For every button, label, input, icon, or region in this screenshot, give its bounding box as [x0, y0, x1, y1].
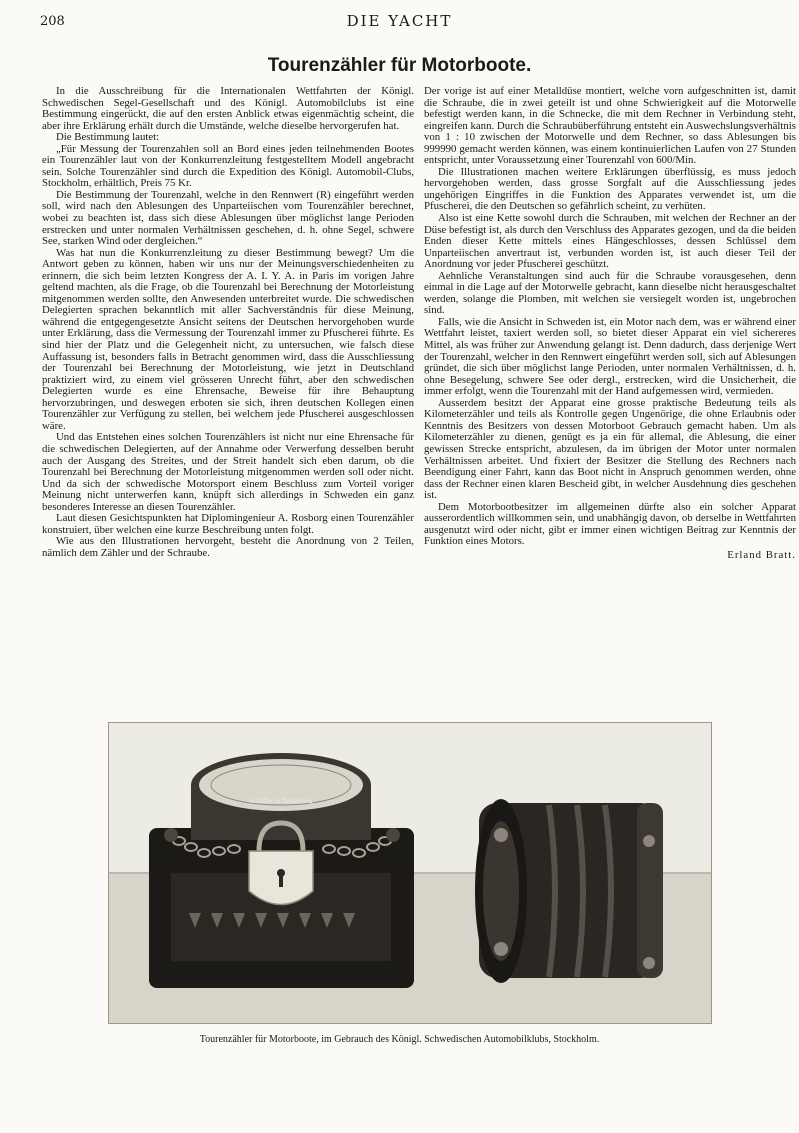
paragraph: Ausserdem besitzt der Apparat eine grosse praktische Bedeutung teils als Kilometerzähler und teils als Kontrolle gegen Ungenörige, die ohne Erlaubnis oder Kenntnis des Besitzers von dessen Motorboot Gebrauch gemacht haben. Um als Kilometerzähler zu dienen, genügt es ja ein für allemal, die Ablesung, die einer gewissen Strecke entspricht, abzulesen, da im übrigen der Motor unter normalen Verhältnissen arbeitet. Und fixiert der Besitzer die Stellung des Rechners nach Beendigung einer Fahrt, kann das Boot nicht in Anspruch genommen werden, ohne dass der Rechner einen klaren Bescheid gibt, in welcher Ausdehnung dies geschehen ist.	[424, 396, 796, 502]
paragraph: Falls, wie die Ansicht in Schweden ist, ein Motor nach dem, was er während einer Wettfahrt leistet, taxiert werden soll, so bietet dieser Apparat ein viel sichereres Mittel, als was früher zur Anwendung gelangt ist. Denn dadurch, dass derjenige Wert der Tourenzahl, welcher in den Rennwert eingeführt werden soll, sich auf Ablesungen gründet, die sich über möglichst lange Perioden, unter normalen Verhältnissen, d. h. ohne Besegelung, schwere See oder dergl., erstrecken, wird die Unsicherheit, die immer erfolgt, wenn die Tourenzahl mit der Hand aufgemessen wird, vermieden.	[424, 315, 796, 398]
tourenzaehler-photo	[109, 723, 711, 1023]
paragraph: Also ist eine Kette sowohl durch die Schrauben, mit welchen der Rechner an der Düse befestigt ist, als durch den Verschluss des Apparates gezogen, und da die beiden Enden dieser Kette mittels eines Hängeschlosses, dessen Schlüssel dem Unparteiischen anvertraut ist, verbunden worden ist, ist auch dieser Teil der Anordnung vor jeder Pfuscherei geschützt.	[424, 212, 796, 271]
dial-label: Schäffer & Budenberg	[249, 797, 313, 805]
screw-part	[475, 799, 663, 983]
paragraph: Aehnliche Veranstaltungen sind auch für die Schraube vorausgesehen, denn einmal in die Lage auf der Motorwelle gebracht, kann dieselbe nicht herausgeschaltet werden, solange die Plomben, mit welchen sie versiegelt worden ist, ungebrochen sind.	[424, 269, 796, 317]
author-signature: Erland Bratt.	[727, 548, 796, 561]
running-title: DIE YACHT	[346, 12, 453, 30]
paragraph: Der vorige ist auf einer Metalldüse montiert, welche vorn aufgeschnitten ist, damit die Schraube, die in zwei geteilt ist und ohne Schwierigkeit auf die Motorwelle befestigt werden kann, in die Schnecke, die mit dem Rechner in Verbindung steht, eingreifen kann. Durch die Schraubüberführung entsteht ein Auswechslungsverhältnis von 1 : 10 zwischen der Motorwelle und dem Rechner, so dass Ablesungen bis 999990 gemacht werden können, was einem kontinuierlichen Laufen von 27 Stunden entspricht, unter Voraussetzung einer Tourenzahl von 600/Min.	[424, 85, 796, 167]
article-title: Tourenzähler für Motorboote.	[267, 55, 532, 76]
paragraph: Was hat nun die Konkurrenzleitung zu dieser Bestimmung bewegt? Um die Antwort geben zu können, haben wir uns nur der Meinungsverschiedenheiten zu erinnern, die sich beim letzten Kongress der A. I. Y. A. in Paris im vorigen Jahre geltend machten, als die Frage, ob die Tourenzahl bei Berechnung der Motorleistung mitgenommen werden sollte, den Anwesenden unterbreitet wurde. Die schwedischen Delegierten sprachen bekanntlich mit aller Sachverständnis für diese Meinung, während die entgegengesetzte Ansicht seitens der Deutschen hervorgehoben wurde unter Erklärung, dass die Vermessung der Tourenzahl immer zu Pfuscherei führte. Es sind hier der Platz und die Gelegenheit nicht, zu untersuchen, wie falsch diese Auffassung ist, besonders falls in Betracht genommen wird, dass die Ausschliessung der Tourenzahl bei Berechnung der Motorleistung, wie jetzt in Deutschland praktiziert wird, zu einem viel grösseren Unrecht führt, aber den schwedischen Delegierten wurde es eine Ehrensache, Beweise für ihre Behauptung hervorzubringen, und deswegen erboten sie sich, ihren deutschen Kollegen einen Tourenzähler zur Verfügung zu stellen, bei welchem jede Pfuscherei ausgeschlossen wäre.	[42, 246, 414, 432]
paragraph: Laut diesen Gesichtspunkten hat Diplomingenieur A. Rosborg einen Tourenzähler konstruiert, über welchen eine kurze Beschreibung unten folgt.	[42, 512, 414, 536]
paragraph: Und das Entstehen eines solchen Tourenzählers ist nicht nur eine Ehrensache für die schwedischen Delegierten, auf der Annahme oder Verwerfung desselben beruht auch der Ausgang des Streites, und der Streit handelt sich eben darum, ob die Tourenzahl bei Berechnung der Motorleistung mitgenommen werden soll oder nicht. Und da sich der schwedische Motorsport einem Beschluss zum Vorteil voriger Meinung nicht unterwerfen kann, knüpft sich allerdings in Schweden ein ganz besonderes Interesse an diesen Tourenzähler.	[42, 431, 414, 513]
paragraph: „Für Messung der Tourenzahlen soll an Bord eines jeden teilnehmenden Bootes ein Tourenzähler laut von der Konkurrenzleitung festgestelltem Modell angebracht sein. Solche Tourenzähler sind durch die Expedition des Königl. Automobil-Clubs, Stockholm, erhältlich, Preis 75 Kr.	[42, 142, 414, 190]
page-number: 208	[40, 14, 65, 29]
paragraph: Die Illustrationen machen weitere Erklärungen überflüssig, es muss jedoch hervorgehoben werden, dass grosse Sorgfalt auf die Ausschliessung jedes ungehörigen Eingriffes in die Funktion des Apparates verwendet ist, um die Pfuscherei, die den Deutschen so gefährlich scheint, zu verhüten.	[424, 165, 796, 213]
paragraph: Die Bestimmung der Tourenzahl, welche in den Rennwert (R) eingeführt werden soll, wird nach den Ablesungen des Unparteiischen vom Tourenzähler berechnet, wobei zu beachten ist, dass sich diese Ablesungen über möglichst lange Perioden erstrecken und unter normalen Verhältnissen geschehen, d. h. ohne Segel, schwere See, starken Wind oder dergleichen.“	[42, 188, 414, 248]
photo-figure	[108, 722, 712, 1024]
paragraph: Die Bestimmung lautet:	[56, 131, 160, 144]
paragraph: Dem Motorbootbesitzer im allgemeinen dürfte also ein solcher Apparat ausserordentlich willkommen sein, und unabhängig davon, ob derselbe in Wettfahrten ausgenutzt wird oder nicht, gibt er immer einen wichtigen Beitrag zur Kenntnis der Funktion eines Motors.	[424, 500, 796, 548]
paragraph: Wie aus den Illustrationen hervorgeht, besteht die Anordnung von 2 Teilen, nämlich dem Zähler und der Schraube.	[42, 535, 414, 559]
left-column	[42, 86, 414, 559]
figure-caption: Tourenzähler für Motorboote, im Gebrauch des Königl. Schwedischen Automobilklubs, Stockholm.	[199, 1034, 600, 1045]
right-column	[424, 86, 796, 561]
paragraph: In die Ausschreibung für die Internationalen Wettfahrten der Königl. Schwedischen Segel-Gesellschaft und des Königl. Automobilclubs ist eine Bestimmung eingerückt, die auf den ersten Anblick etwas eigenmächtig scheint, die aber ihre Erklärung erhält durch die Umstände, welche dieselbe hervorgerufen hat.	[42, 85, 414, 132]
